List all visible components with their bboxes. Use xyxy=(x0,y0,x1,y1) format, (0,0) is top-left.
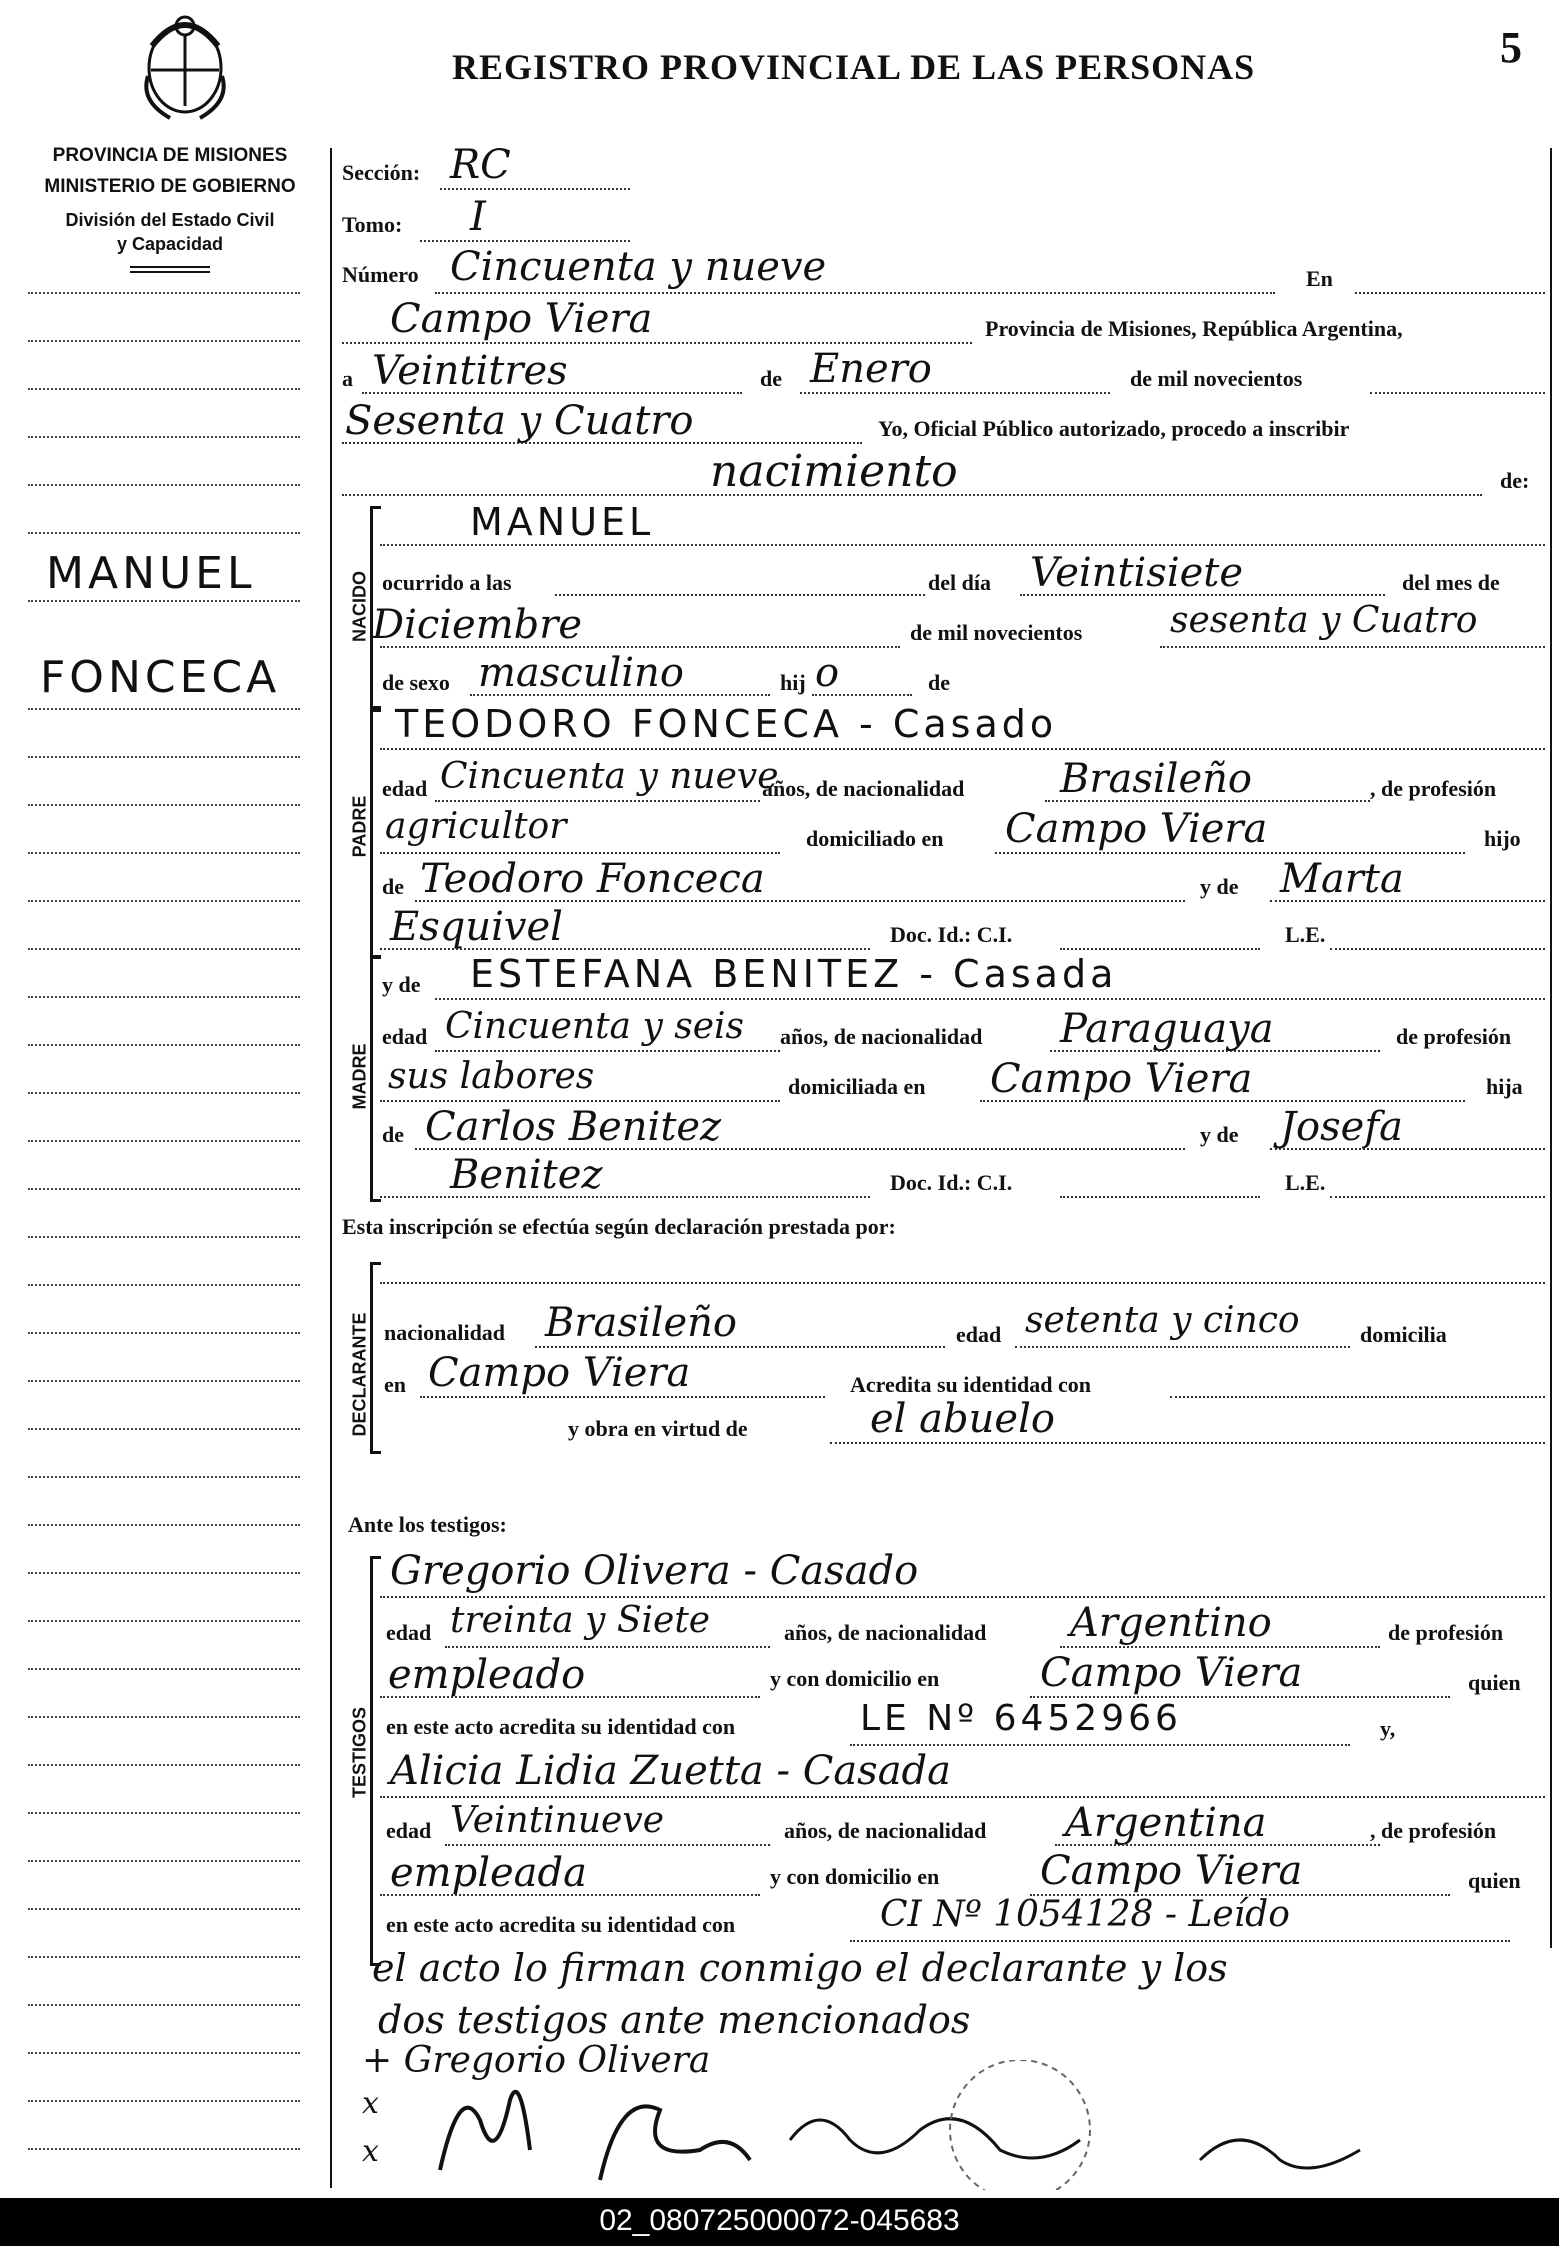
testigo-1-profesion-line xyxy=(380,1696,760,1698)
declarante-acredita-line xyxy=(1170,1396,1545,1398)
madre-le-line xyxy=(1330,1196,1545,1198)
mil-line xyxy=(1370,392,1545,394)
nacido-anio-line xyxy=(1160,646,1545,648)
padre-nacionalidad-value: Brasileño xyxy=(1060,756,1252,802)
nacido-nombre-line xyxy=(380,544,1545,546)
declarante-bracket xyxy=(370,1262,381,1454)
closing-line-3: + Gregorio Olivera xyxy=(362,2040,711,2081)
madre-y-de-label-2: y de xyxy=(1200,1122,1239,1147)
numero-value: Cincuenta y nueve xyxy=(450,244,827,290)
page-title: REGISTRO PROVINCIAL DE LAS PERSONAS xyxy=(452,47,1256,87)
padre-le-line xyxy=(1330,948,1545,950)
testigo-1-profesion-label: de profesión xyxy=(1388,1620,1504,1645)
nacido-dia-value: Veintisiete xyxy=(1030,550,1244,596)
testigo-1-nacionalidad-value: Argentino xyxy=(1070,1600,1272,1646)
padre-doc-line xyxy=(1060,948,1260,950)
madre-nombre-line xyxy=(435,998,1545,1000)
declarante-acredita-label: Acredita su identidad con xyxy=(850,1372,1092,1397)
nacido-anio-value: sesenta y Cuatro xyxy=(1170,600,1478,641)
madre-abuela-line xyxy=(1270,1148,1545,1150)
nacido-section-label: NACIDO xyxy=(349,571,370,642)
closing-line-2: dos testigos ante mencionados xyxy=(378,1998,971,2042)
testigos-bracket xyxy=(370,1556,381,1966)
madre-nacionalidad-line xyxy=(1050,1050,1380,1052)
del-mes-label: del mes de xyxy=(1402,570,1500,595)
nacido-mes-value: Diciembre xyxy=(372,602,583,648)
testigo-2-domicilio-value: Campo Viera xyxy=(1040,1848,1303,1894)
x-mark-1: x xyxy=(362,2086,379,2121)
testigo-1-nombre-line xyxy=(380,1596,1545,1598)
testigo-1-anios-label: años, de nacionalidad xyxy=(784,1620,987,1645)
testigo-2-doc-value: CI Nº 1054128 - Leído xyxy=(880,1894,1290,1935)
padre-doc-label: Doc. Id.: C.I. xyxy=(890,922,1013,947)
madre-abuela-value-1: Josefa xyxy=(1280,1104,1403,1150)
en-label: En xyxy=(1306,266,1333,291)
madre-nombre-value: ESTEFANA BENITEZ - Casada xyxy=(470,952,1118,996)
sexo-value: masculino xyxy=(478,650,684,696)
declarante-domicilio-value: Campo Viera xyxy=(428,1350,691,1396)
padre-bracket xyxy=(370,706,381,958)
padre-abuela-line xyxy=(1270,900,1545,902)
madre-domicilio-value: Campo Viera xyxy=(990,1056,1253,1102)
en-line xyxy=(1355,292,1545,294)
nacido-dia-line xyxy=(1020,594,1385,596)
declarante-virtud-line xyxy=(830,1442,1545,1444)
padre-nombre-value: TEODORO FONCECA - Casado xyxy=(395,702,1058,746)
inscripcion-anio-value: Sesenta y Cuatro xyxy=(345,398,694,444)
hij-line xyxy=(812,694,912,696)
padre-profesion-label: , de profesión xyxy=(1370,776,1497,801)
sidebar-header-rule xyxy=(130,266,210,273)
declarante-virtud-label: y obra en virtud de xyxy=(568,1416,748,1441)
provincia-label: Provincia de Misiones, República Argentina, xyxy=(985,316,1403,341)
testigo-1-quien-label: quien xyxy=(1468,1670,1521,1695)
lugar-value: Campo Viera xyxy=(390,296,653,342)
padre-profesion-value: agricultor xyxy=(385,806,567,847)
testigo-2-edad-line xyxy=(445,1844,770,1846)
ocurrido-line xyxy=(555,594,925,596)
testigo-2-nombre-line xyxy=(380,1796,1545,1798)
madre-abuela-line-2 xyxy=(380,1196,870,1198)
nacido-mil-label: de mil novecientos xyxy=(910,620,1083,645)
acto-line xyxy=(342,494,1482,496)
testigos-intro-label: Ante los testigos: xyxy=(348,1512,507,1537)
declarante-section-label: DECLARANTE xyxy=(349,1312,370,1437)
madre-profesion-label: de profesión xyxy=(1396,1024,1512,1049)
testigo-2-anios-label: años, de nacionalidad xyxy=(784,1818,987,1843)
declarante-top-line xyxy=(380,1282,1545,1284)
hij-value: o xyxy=(815,650,840,696)
madre-doc-label: Doc. Id.: C.I. xyxy=(890,1170,1013,1195)
de-colon-label: de: xyxy=(1500,468,1530,493)
declarante-domicilio-line xyxy=(420,1396,825,1398)
padre-abuela-line-2 xyxy=(380,948,870,950)
padre-abuelo-line xyxy=(415,900,1185,902)
numero-line xyxy=(435,292,1275,294)
testigo-2-domicilio-label: y con domicilio en xyxy=(770,1864,940,1889)
madre-abuelo-value: Carlos Benitez xyxy=(425,1104,722,1150)
testigo-1-edad-label: edad xyxy=(386,1620,432,1645)
closing-line-1: el acto lo firman conmigo el declarante y los xyxy=(372,1946,1228,1990)
tomo-value: I xyxy=(470,194,486,240)
padre-domicilio-value: Campo Viera xyxy=(1005,806,1268,852)
declarante-edad-value: setenta y cinco xyxy=(1025,1300,1300,1341)
padre-edad-label: edad xyxy=(382,776,428,801)
testigo-2-profesion-line xyxy=(380,1894,760,1896)
testigo-2-quien-label: quien xyxy=(1468,1868,1521,1893)
padre-profesion-line xyxy=(380,852,780,854)
testigo-2-acredita-label: en este acto acredita su identidad con xyxy=(386,1912,736,1937)
declarante-intro-label: Esta inscripción se efectúa según declaración prestada por: xyxy=(342,1214,896,1239)
testigo-1-doc-value: LE Nº 6452966 xyxy=(860,1698,1182,1739)
footer-code: 02_080725000072-045683 xyxy=(599,2204,960,2237)
madre-de-label: de xyxy=(382,1122,404,1147)
de-label: de xyxy=(760,366,782,391)
testigo-2-profesion-label: , de profesión xyxy=(1370,1818,1497,1843)
padre-anios-label: años, de nacionalidad xyxy=(762,776,965,801)
padre-domicilio-line xyxy=(995,852,1465,854)
testigo-2-edad-value: Veintinueve xyxy=(450,1800,664,1841)
padre-abuela-value-1: Marta xyxy=(1280,856,1404,902)
nacido-de-label: de xyxy=(928,670,950,695)
testigos-section-label: TESTIGOS xyxy=(349,1707,370,1799)
madre-domicilio-label: domiciliada en xyxy=(788,1074,926,1099)
padre-abuela-value-2: Esquivel xyxy=(390,904,563,950)
declarante-domicilia-label: domicilia xyxy=(1360,1322,1447,1347)
madre-nacionalidad-value: Paraguaya xyxy=(1060,1006,1274,1052)
padre-section-label: PADRE xyxy=(349,795,370,858)
inscripcion-dia-line xyxy=(362,392,742,394)
seccion-line xyxy=(440,188,630,190)
madre-hija-label: hija xyxy=(1486,1074,1523,1099)
madre-edad-label: edad xyxy=(382,1024,428,1049)
testigo-2-profesion-value: empleada xyxy=(390,1850,587,1896)
nacido-nombre-value: MANUEL xyxy=(470,500,655,544)
testigo-1-acredita-label: en este acto acredita su identidad con xyxy=(386,1714,736,1739)
declarante-nacionalidad-line xyxy=(535,1346,945,1348)
padre-y-de-label: y de xyxy=(1200,874,1239,899)
madre-bracket xyxy=(370,956,381,1202)
padre-abuelo-value: Teodoro Fonceca xyxy=(420,856,765,902)
declarante-virtud-value: el abuelo xyxy=(870,1396,1055,1442)
testigo-1-y-label: y, xyxy=(1380,1716,1396,1741)
inscripcion-mes-line xyxy=(800,392,1110,394)
testigo-1-nombre-value: Gregorio Olivera - Casado xyxy=(390,1548,919,1594)
testigo-1-doc-line xyxy=(850,1744,1350,1746)
tomo-label: Tomo: xyxy=(342,212,403,237)
madre-doc-line xyxy=(1060,1196,1260,1198)
testigo-2-edad-label: edad xyxy=(386,1818,432,1843)
inscripcion-mes-value: Enero xyxy=(810,346,932,392)
del-dia-label: del día xyxy=(928,570,991,595)
declarante-nacionalidad-label: nacionalidad xyxy=(384,1320,506,1345)
lugar-line xyxy=(342,342,972,344)
madre-section-label: MADRE xyxy=(349,1043,370,1110)
testigo-2-doc-line xyxy=(850,1940,1510,1942)
padre-le-label: L.E. xyxy=(1285,922,1326,947)
x-mark-2: x xyxy=(362,2134,379,2169)
padre-domicilio-label: domiciliado en xyxy=(806,826,944,851)
page-number: 5 xyxy=(1500,23,1522,72)
madre-profesion-line xyxy=(380,1100,780,1102)
sidebar-ministry: MINISTERIO DE GOBIERNO xyxy=(44,176,296,197)
madre-profesion-value: sus labores xyxy=(388,1056,595,1097)
sidebar-division-2: y Capacidad xyxy=(116,234,224,254)
signatures xyxy=(400,2060,1500,2190)
testigo-1-edad-line xyxy=(445,1646,770,1648)
ocurrido-label: ocurrido a las xyxy=(382,570,512,595)
mil-label: de mil novecientos xyxy=(1130,366,1303,391)
declarante-edad-label: edad xyxy=(956,1322,1002,1347)
testigo-1-domicilio-label: y con domicilio en xyxy=(770,1666,940,1691)
sidebar-name-first: MANUEL xyxy=(46,548,256,599)
acto-value: nacimiento xyxy=(710,446,958,497)
padre-nombre-line xyxy=(380,748,1545,750)
testigo-2-nacionalidad-line xyxy=(1055,1844,1380,1846)
sidebar-province: PROVINCIA DE MISIONES xyxy=(52,145,288,166)
madre-anios-label: años, de nacionalidad xyxy=(780,1024,983,1049)
padre-edad-value: Cincuenta y nueve xyxy=(440,756,779,797)
main-left-border xyxy=(330,148,332,2188)
seccion-label: Sección: xyxy=(342,160,421,185)
sidebar-division: División del Estado Civil xyxy=(65,210,275,230)
testigo-2-nombre-value: Alicia Lidia Zuetta - Casada xyxy=(390,1748,951,1794)
madre-abuelo-line xyxy=(415,1148,1185,1150)
hij-label: hij xyxy=(780,670,806,695)
seccion-value: RC xyxy=(450,142,511,188)
madre-edad-line xyxy=(435,1050,780,1052)
tomo-line xyxy=(420,240,630,242)
sexo-line xyxy=(470,694,770,696)
a-label: a xyxy=(342,366,353,391)
madre-le-label: L.E. xyxy=(1285,1170,1326,1195)
nacido-mes-line xyxy=(380,646,900,648)
main-right-border xyxy=(1550,148,1552,1948)
padre-nacionalidad-line xyxy=(1045,800,1370,802)
coat-of-arms-emblem xyxy=(130,6,240,126)
sidebar-name-last: FONCECA xyxy=(40,652,281,703)
declarante-nacionalidad-value: Brasileño xyxy=(545,1300,737,1346)
inscripcion-dia-value: Veintitres xyxy=(372,348,568,394)
testigo-1-nacionalidad-line xyxy=(1060,1646,1380,1648)
inscripcion-anio-line xyxy=(342,442,862,444)
sexo-label: de sexo xyxy=(382,670,450,695)
madre-domicilio-line xyxy=(980,1100,1465,1102)
padre-edad-line xyxy=(435,800,760,802)
testigo-1-edad-value: treinta y Siete xyxy=(450,1600,711,1641)
declarante-en-label: en xyxy=(384,1372,406,1397)
padre-de-label: de xyxy=(382,874,404,899)
madre-edad-value: Cincuenta y seis xyxy=(445,1006,745,1047)
madre-abuela-value-2: Benitez xyxy=(450,1152,603,1198)
testigo-1-profesion-value: empleado xyxy=(388,1652,586,1698)
padre-hijo-label: hijo xyxy=(1484,826,1521,851)
testigo-1-domicilio-value: Campo Viera xyxy=(1040,1650,1303,1696)
numero-label: Número xyxy=(342,262,419,287)
madre-y-de-label: y de xyxy=(382,972,421,997)
testigo-2-nacionalidad-value: Argentina xyxy=(1065,1800,1267,1846)
oficial-label: Yo, Oficial Público autorizado, procedo a inscribir xyxy=(878,416,1350,441)
declarante-edad-line xyxy=(1015,1346,1350,1348)
